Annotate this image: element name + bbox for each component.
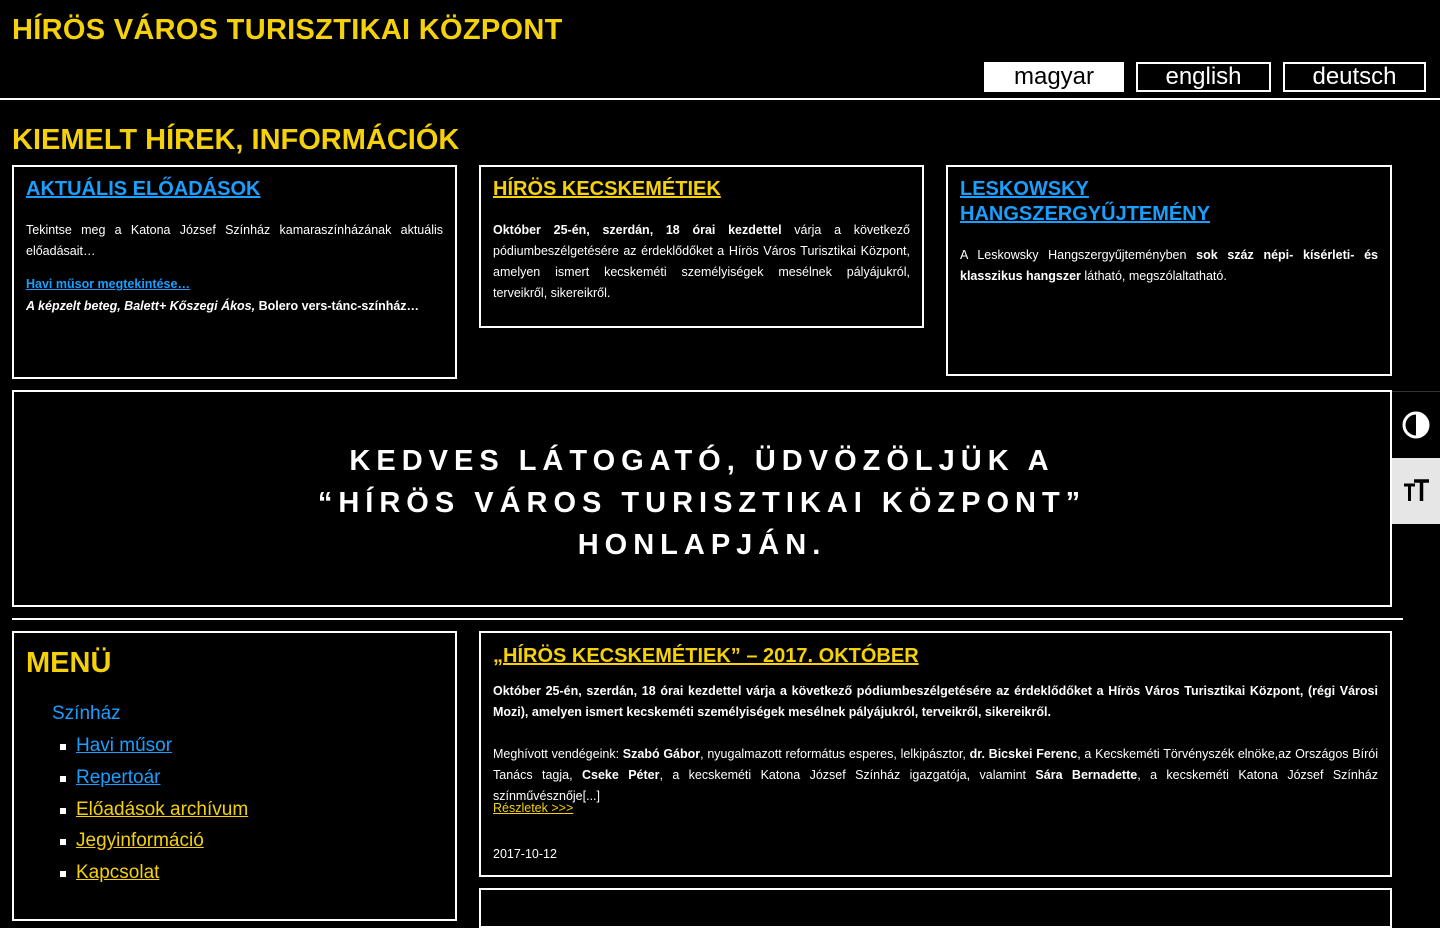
header-divider [0,98,1440,100]
menu-title: MENÜ [26,647,112,679]
card-text-rest: várja a következő pódiumbeszélgetésére az érdeklődőket a Hírös Város Turisztikai Központ, amelyen ismert kecskeméti személyiségek mesélnek pályájukról, terveikről, sikereikről. [493,223,910,300]
guest-desc: , nyugalmazott református esperes, lelkipásztor, [700,747,970,761]
menu-item-label: Repertoár [76,767,161,788]
bullet [60,839,66,845]
site-title: HÍRÖS VÁROS TURISZTIKAI KÖZPONT [12,14,563,46]
current-shows-italic: A képzelt beteg, Balett+ Kőszegi Ákos, [26,299,256,313]
language-switcher [984,62,1426,92]
menu-item-label: Jegyinformáció [76,830,204,851]
card-text-bold: sok száz népi- kísérleti- és klasszikus hangszer [960,248,1378,283]
language-hungarian-button[interactable]: magyar [984,62,1124,92]
bullet [60,744,66,750]
accessibility-toolbar [1392,391,1440,524]
menu-item-ticket-info[interactable] [76,830,204,852]
guest-desc: , a kecskeméti Katona József Színház igazgatója, valamint [659,768,1036,782]
guest-name: Cseke Péter [581,768,660,782]
news-date: 2017-10-12 [493,847,557,861]
read-more-link[interactable]: Részletek >>> [493,801,574,815]
menu-item-repertoire[interactable] [76,767,161,789]
menu-item-contact[interactable] [76,862,159,884]
welcome-line-2: “HÍRÖS VÁROS TURISZTIKAI KÖZPONT” [317,487,1087,519]
card-text [493,220,910,304]
menu-item-monthly-program[interactable] [76,735,172,757]
card-text-b: látható, megszólaltatható. [1080,269,1227,283]
menu-item-label: Előadások archívum [76,799,249,820]
monthly-program-link[interactable]: Havi műsor megtekintése… [26,277,190,291]
card-text: Tekintse meg a Katona József Színház kamaraszínházának aktuális előadásait… [26,223,443,258]
menu-panel [12,631,457,921]
card-text-bold: Október 25-én, szerdán, 18 órai kezdettel [493,223,782,237]
bullet [60,808,66,814]
news-title-link[interactable]: „HÍRÖS KECSKEMÉTIEK” – 2017. OKTÓBER [493,645,919,667]
guest-desc: , a Kecskeméti Törvényszék elnöke,az Országos Bírói Tanács tagja, [493,747,1378,782]
language-german-button[interactable]: deutsch [1283,62,1426,92]
news-guests [493,744,1378,807]
welcome-message [14,440,1390,566]
card-text [960,245,1378,287]
featured-card-instrument-collection [946,165,1392,376]
font-size-button[interactable] [1392,458,1440,524]
font-size-icon [1401,476,1431,506]
card-title-link[interactable]: LESKOWSKY HANGSZERGYŰJTEMÉNY [960,178,1211,225]
menu-item-label: Kapcsolat [76,862,160,883]
card-title-link[interactable]: HÍRÖS KECSKEMÉTIEK [493,178,721,200]
guest-name: Szabó Gábor [622,747,701,761]
news-article [479,631,1392,877]
card-title-link[interactable]: AKTUÁLIS ELŐADÁSOK [26,178,261,200]
current-shows-text [26,296,443,317]
menu-item-label: Havi műsor [76,735,173,756]
guest-desc: , a kecskeméti Katona József Színház színművésznője[...] [493,768,1379,803]
guests-intro: Meghívott vendégeink: [493,747,623,761]
menu-category-theatre[interactable]: Színház [52,703,121,724]
welcome-banner [12,390,1392,607]
contrast-icon [1401,410,1431,440]
contrast-toggle-button[interactable] [1392,391,1440,458]
welcome-line-1: KEDVES LÁTOGATÓ, ÜDVÖZÖLJÜK A [349,445,1055,477]
featured-card-performances [12,165,457,379]
welcome-line-3: HONLAPJÁN. [577,529,827,561]
bullet [60,776,66,782]
monthly-program-link-wrap [26,275,190,293]
guest-name: dr. Bicskei Ferenc [969,747,1078,761]
news-lead: Október 25-én, szerdán, 18 órai kezdettel várja a következő pódiumbeszélgetésére az érdeklődőket a Hírös Város Turisztikai Központ, (régi Városi Mozi), amelyen ismert kecskeméti személyiségek mesélnek pályájukról, terveikről, sikereikről. [493,684,1378,719]
featured-card-famous-locals [479,165,924,328]
card-text-a: A Leskowsky Hangszergyűjteményben [960,248,1197,262]
language-english-button[interactable]: english [1136,62,1271,92]
news-article-next [479,888,1392,928]
content-divider [12,618,1403,620]
menu-item-archive[interactable] [76,799,248,821]
featured-section-title: KIEMELT HÍREK, INFORMÁCIÓK [12,124,460,156]
current-shows-rest: Bolero vers-tánc-színház… [255,299,420,313]
guest-name: Sára Bernadette [1035,768,1138,782]
bullet [60,871,66,877]
